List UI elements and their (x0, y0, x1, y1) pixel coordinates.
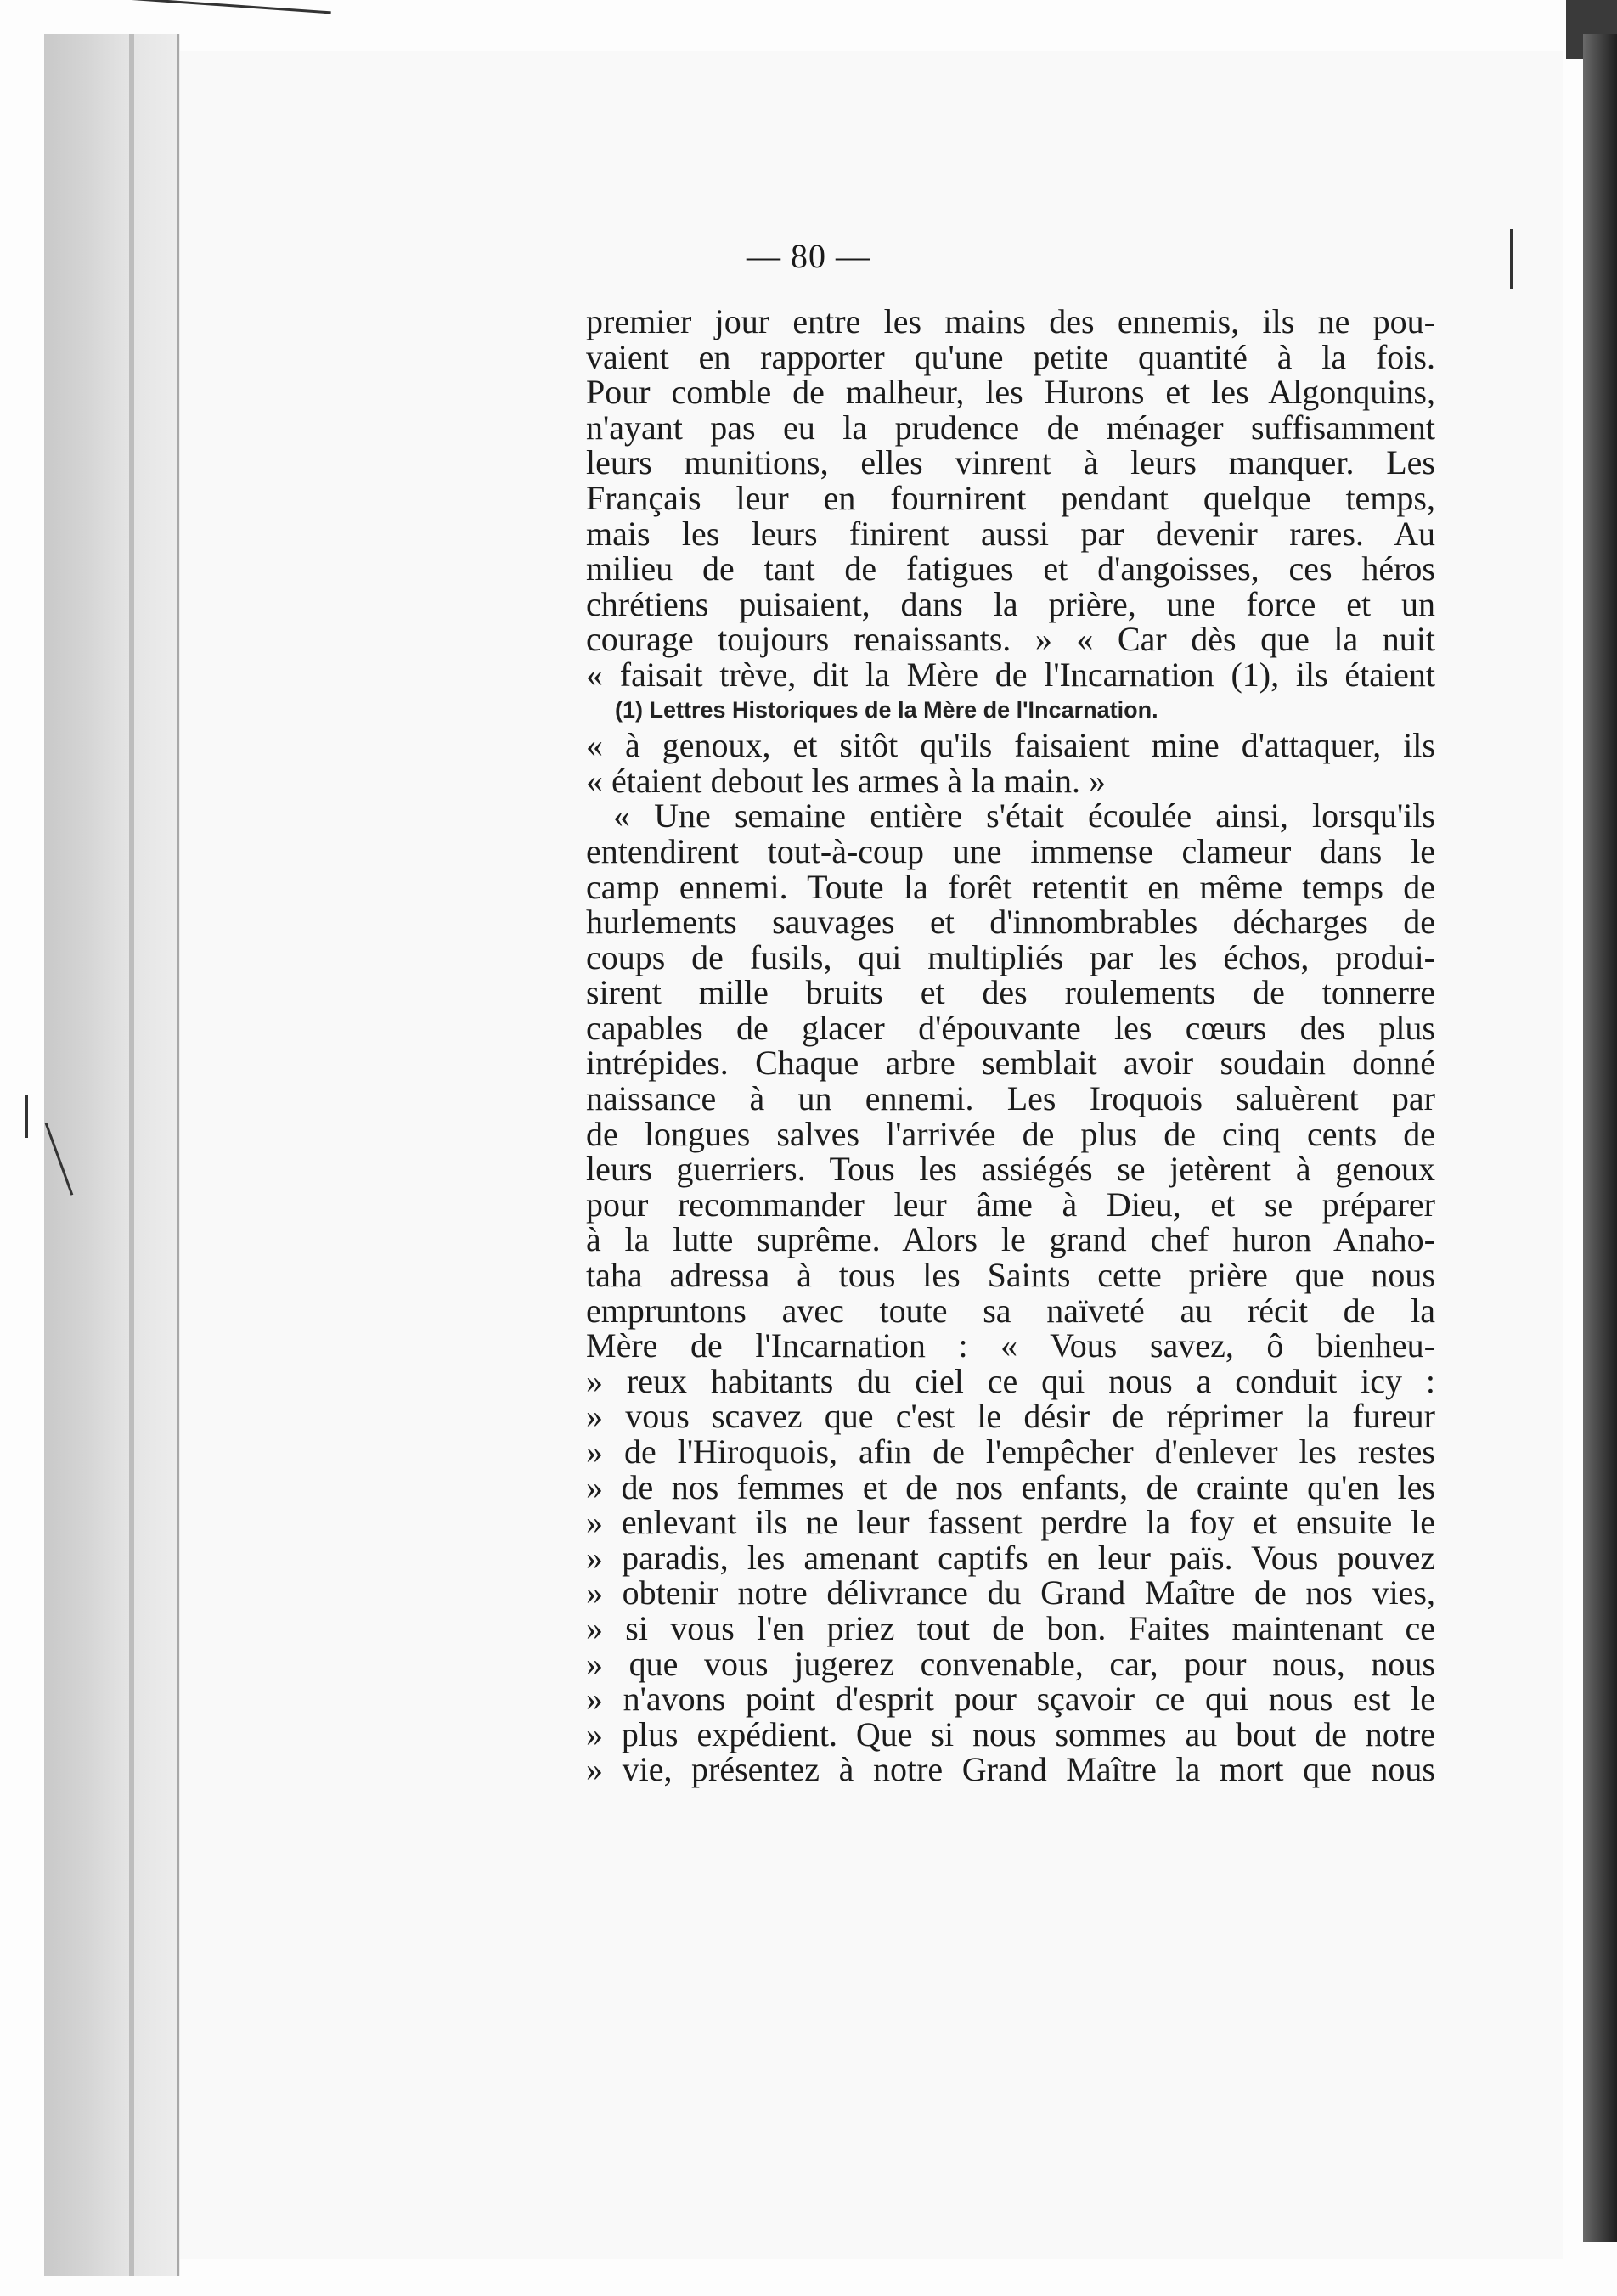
body-text (586, 304, 1435, 1787)
text-line: sirent mille bruits et des roulements de tonnerre (586, 973, 1435, 1012)
text-line: premier jour entre les mains des ennemis, ils ne pou- (586, 302, 1435, 340)
text-line: naissance à un ennemi. Les Iroquois saluèrent par (586, 1079, 1435, 1118)
text-line: à la lutte suprême. Alors le grand chef huron Anaho- (586, 1220, 1435, 1259)
footnote: (1) Lettres Historiques de la Mère de l'Incarnation. (615, 696, 1158, 723)
text-line: hurlements sauvages et d'innombrables décharges de (586, 903, 1435, 942)
text-line: Pour comble de malheur, les Hurons et les Algonquins, (586, 373, 1435, 412)
text-line: courage toujours renaissants. » « Car dès que la nuit (586, 620, 1435, 659)
text-line: coups de fusils, qui multipliés par les échos, produi- (586, 937, 1435, 976)
text-line: capables de glacer d'épouvante les cœurs des plus (586, 1008, 1435, 1047)
text-line: leurs munitions, elles vinrent à leurs manquer. Les (586, 443, 1435, 482)
text-line: » de nos femmes et de nos enfants, de crainte qu'en les (586, 1467, 1435, 1506)
text-line: leurs guerriers. Tous les assiégés se jetèrent à genoux (586, 1150, 1435, 1189)
text-line: » vie, présentez à notre Grand Maître la mort que nous (586, 1750, 1435, 1789)
text-line: « étaient debout les armes à la main. » (586, 761, 1107, 800)
text-line: « Une semaine entière s'était écoulée ainsi, lorsqu'ils (613, 796, 1435, 836)
text-line: n'ayant pas eu la prudence de ménager suffisamment (586, 408, 1435, 447)
text-line: « faisait trève, dit la Mère de l'Incarnation (1), ils étaient (586, 655, 1435, 694)
text-line: Mère de l'Incarnation : « Vous savez, ô bienheu- (586, 1326, 1435, 1365)
paragraph-1 (586, 304, 1435, 693)
text-line: » enlevant ils ne leur fassent perdre la foy et ensuite le (586, 1503, 1435, 1542)
text-line: de longues salves l'arrivée de plus de cinq cents de (586, 1114, 1435, 1153)
text-line: camp ennemi. Toute la forêt retentit en même temps de (586, 867, 1435, 906)
text-line: entendirent tout-à-coup une immense clameur dans le (586, 831, 1435, 870)
text-line: intrépides. Chaque arbre semblait avoir soudain donné (586, 1044, 1435, 1083)
text-line: » n'avons point d'esprit pour sçavoir ce qui nous est le (586, 1680, 1435, 1719)
text-line: » de l'Hiroquois, afin de l'empêcher d'enlever les restes (586, 1432, 1435, 1471)
text-line: taha adressa à tous les Saints cette prière que nous (586, 1256, 1435, 1295)
scan-artifact-line (102, 0, 331, 14)
text-line: » reux habitants du ciel ce qui nous a conduit icy : (586, 1361, 1435, 1400)
page-number: — 80 — (747, 237, 870, 275)
paragraph-1-continued (586, 728, 1435, 798)
page-stack-edge (44, 34, 180, 2276)
text-line: vaient en rapporter qu'une petite quantité à la fois. (586, 337, 1435, 376)
text-line: » plus expédient. Que si nous sommes au bout de notre (586, 1714, 1435, 1753)
text-line: » vous scavez que c'est le désir de réprimer la fureur (586, 1397, 1435, 1436)
text-line: » paradis, les amenant captifs en leur païs. Vous pouvez (586, 1538, 1435, 1577)
text-line: » obtenir notre délivrance du Grand Maître de nos vies, (586, 1573, 1435, 1612)
text-line: empruntons avec toute sa naïveté au récit de la (586, 1291, 1435, 1330)
scan-artifact-mark (25, 1095, 28, 1138)
text-line: chrétiens puisaient, dans la prière, une force et un (586, 584, 1435, 623)
text-line: mais les leurs finirent aussi par devenir rares. Au (586, 514, 1435, 553)
text-line: » si vous l'en priez tout de bon. Faites maintenant ce (586, 1608, 1435, 1647)
text-line: « à genoux, et sitôt qu'ils faisaient mine d'attaquer, ils (586, 726, 1435, 765)
paragraph-2 (586, 798, 1435, 1787)
scan-edge-right (1583, 34, 1617, 2242)
text-line: Français leur en fournirent pendant quelque temps, (586, 478, 1435, 517)
text-line: milieu de tant de fatigues et d'angoisses, ces héros (586, 549, 1435, 588)
text-line: » que vous jugerez convenable, car, pour nous, nous (586, 1644, 1435, 1683)
text-line: pour recommander leur âme à Dieu, et se préparer (586, 1185, 1435, 1224)
